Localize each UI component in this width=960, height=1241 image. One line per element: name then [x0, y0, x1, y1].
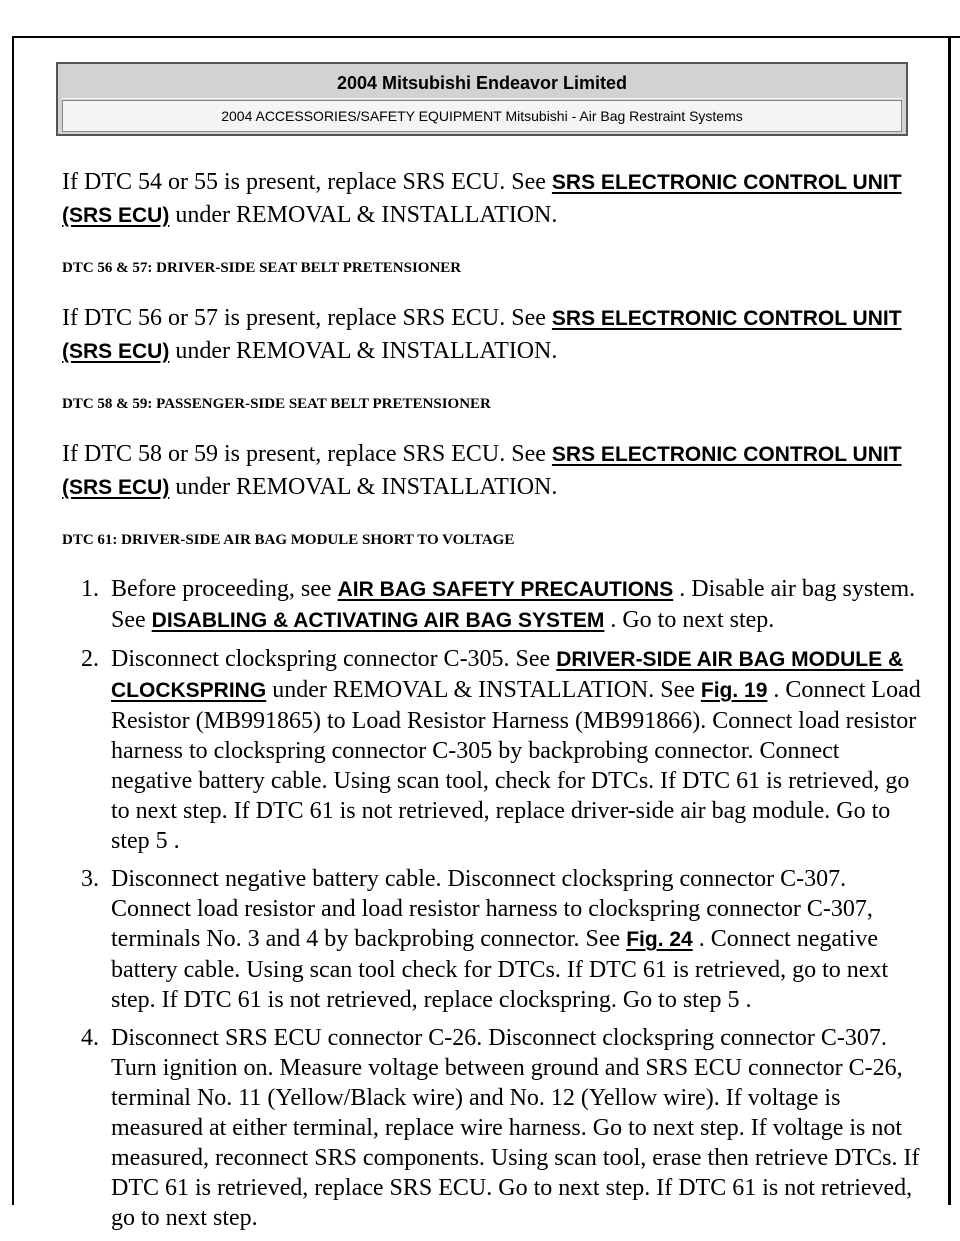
procedure-step-3: [105, 864, 922, 1015]
step-text: . Connect negative battery cable. Using scan tool check for DTCs. If DTC 61 is retrieved, go to next step. If DTC 61 is not retrieved, replace clockspring. Go to step 5 .: [111, 926, 889, 1013]
paragraph-text: under REMOVAL & INSTALLATION.: [169, 474, 558, 500]
link-srs-ecu[interactable]: SRS ELECTRONIC CONTROL UNIT (SRS ECU): [62, 443, 902, 499]
step-text: Disconnect negative battery cable. Disconnect clockspring connector C-307. Connect load resistor and load resistor harness to clockspring connector C-307, terminals No. 3 and 4 by backprobing connector. See: [111, 866, 873, 952]
link-srs-ecu[interactable]: SRS ELECTRONIC CONTROL UNIT (SRS ECU): [62, 171, 902, 227]
page-frame-right: [948, 36, 951, 1205]
step-text: Disconnect SRS ECU connector C-26. Disconnect clockspring connector C-307. Turn ignition on. Measure voltage between ground and SRS ECU connector C-26, terminal No. 11 (Yellow/Black wire) and No. 12 (Yellow wire). If voltage is measured at either terminal, replace wire harness. Go to next step. If voltage is not measured, reconnect SRS components. Using scan tool, erase then retrieve DTCs. If DTC 61 is retrieved, replace SRS ECU. Go to next step. If DTC 61 is not retrieved, go to next step.: [111, 1025, 920, 1231]
heading-dtc-56-57: DTC 56 & 57: DRIVER-SIDE SEAT BELT PRETENSIONER: [62, 260, 462, 276]
step-text: . Connect Load Resistor (MB991865) to Load Resistor Harness (MB991866). Connect load resistor harness to clockspring connector C-305 by backprobing connector. Connect negative battery cable. Using scan tool, check for DTCs. If DTC 61 is retrieved, go to next step. If DTC 61 is not retrieved, replace driver-side air bag module. Go to step 5 .: [111, 677, 921, 854]
link-air-bag-safety-precautions[interactable]: AIR BAG SAFETY PRECAUTIONS: [337, 578, 674, 601]
heading-dtc-61: DTC 61: DRIVER-SIDE AIR BAG MODULE SHORT TO VOLTAGE: [62, 532, 515, 548]
document-body: [62, 166, 922, 1241]
paragraph-dtc-54-55: [62, 166, 922, 232]
page-frame-left: [12, 36, 14, 1205]
step-text: under REMOVAL & INSTALLATION. See: [266, 677, 701, 703]
link-fig-24[interactable]: Fig. 24: [626, 928, 693, 951]
header-title: 2004 Mitsubishi Endeavor Limited: [62, 68, 902, 99]
link-fig-19[interactable]: Fig. 19: [700, 679, 768, 702]
procedure-steps: [62, 574, 922, 1233]
paragraph-text: under REMOVAL & INSTALLATION.: [169, 202, 558, 228]
header-subtitle: 2004 ACCESSORIES/SAFETY EQUIPMENT Mitsubishi - Air Bag Restraint Systems: [62, 100, 902, 132]
paragraph-text: If DTC 54 or 55 is present, replace SRS ECU. See: [62, 169, 552, 195]
link-driver-side-air-bag-module[interactable]: DRIVER-SIDE AIR BAG MODULE & CLOCKSPRING: [111, 648, 904, 702]
page-frame-top: [12, 36, 960, 38]
paragraph-dtc-58-59: [62, 438, 922, 504]
procedure-step-1: [105, 574, 922, 636]
step-text: . Disable air bag system. See: [111, 576, 916, 633]
procedure-step-4: [105, 1023, 922, 1233]
step-text: Disconnect clockspring connector C-305. See: [111, 646, 557, 672]
step-text: Before proceeding, see: [111, 576, 338, 602]
paragraph-dtc-56-57: [62, 302, 922, 368]
paragraph-text: If DTC 58 or 59 is present, replace SRS ECU. See: [62, 441, 552, 467]
heading-dtc-58-59: DTC 58 & 59: PASSENGER-SIDE SEAT BELT PRETENSIONER: [62, 396, 491, 412]
link-disabling-activating-air-bag[interactable]: DISABLING & ACTIVATING AIR BAG SYSTEM: [151, 609, 605, 632]
paragraph-text: under REMOVAL & INSTALLATION.: [169, 338, 558, 364]
document-header: [56, 62, 908, 136]
step-text: . Go to next step.: [604, 607, 775, 633]
paragraph-text: If DTC 56 or 57 is present, replace SRS ECU. See: [62, 305, 552, 331]
procedure-step-2: [105, 644, 922, 856]
link-srs-ecu[interactable]: SRS ELECTRONIC CONTROL UNIT (SRS ECU): [62, 307, 902, 363]
